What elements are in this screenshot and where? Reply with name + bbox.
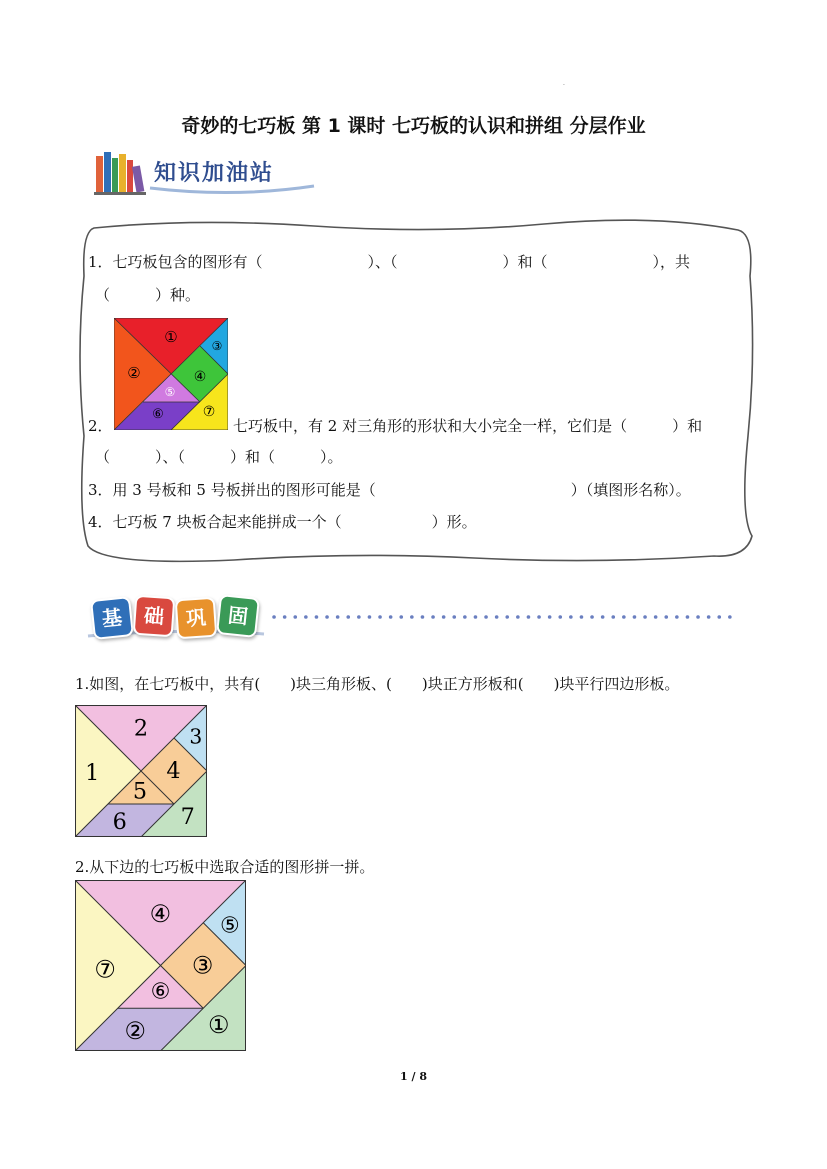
tangram-colored-label-2: ② xyxy=(127,364,141,382)
knowledge-banner-title: 知识加油站 xyxy=(154,161,275,186)
banner-tile-4: 固 xyxy=(216,594,260,638)
tangram-colored-label-7: ⑦ xyxy=(202,404,216,420)
tangram-colored-figure xyxy=(114,318,228,430)
tangram-colored-label-1: ① xyxy=(164,328,178,346)
tangram-figure-1 xyxy=(75,705,207,837)
tangram-colored-label-3: ③ xyxy=(211,339,223,353)
tangram1-label-7: 7 xyxy=(180,803,195,830)
tangram2-label-2: ② xyxy=(124,1016,147,1045)
knowledge-q1-line1: 1．七巧板包含的图形有（ ）、（ ）和（ ），共 xyxy=(88,253,691,271)
knowledge-q1-line2: （ ）种。 xyxy=(95,286,201,304)
tangram1-label-5: 5 xyxy=(132,778,148,805)
basic-banner xyxy=(86,592,746,646)
tangram1-label-1: 1 xyxy=(85,760,100,787)
tangram2-label-4: ④ xyxy=(149,900,172,929)
page-title: 奇妙的七巧板 第 1 课时 七巧板的认识和拼组 分层作业 xyxy=(181,115,646,137)
tangram1-label-3: 3 xyxy=(189,724,203,749)
knowledge-q2-number: 2． xyxy=(88,417,113,435)
knowledge-q3: 3．用 3 号板和 5 号板拼出的图形可能是（ ）（填图形名称）。 xyxy=(88,481,691,499)
basic-q2: 2.从下边的七巧板中选取合适的图形拼一拼。 xyxy=(75,858,375,876)
basic-q1: 1.如图，在七巧板中，共有( )块三角形板、( )块正方形板和( )块平行四边形板。 xyxy=(75,675,680,693)
tangram1-label-4: 4 xyxy=(166,758,181,785)
knowledge-q2-text2: （ ）、（ ）和（ ）。 xyxy=(95,448,343,466)
knowledge-banner xyxy=(94,148,334,200)
tangram2-label-1: ① xyxy=(208,1010,230,1039)
tangram-colored-label-5: ⑤ xyxy=(164,385,176,399)
tangram2-label-6: ⑥ xyxy=(150,978,171,1005)
stray-dot: . xyxy=(563,80,565,87)
tangram2-label-5: ⑤ xyxy=(219,912,240,939)
tangram-colored-label-4: ④ xyxy=(193,369,207,385)
tangram1-label-6: 6 xyxy=(112,808,127,835)
banner-tile-3: 巩 xyxy=(175,597,218,640)
tangram2-label-3: ③ xyxy=(191,951,214,980)
banner-tile-1: 基 xyxy=(90,596,134,640)
tangram2-label-7: ⑦ xyxy=(94,955,116,984)
knowledge-q4: 4．七巧板 7 块板合起来能拼成一个（ ）形。 xyxy=(88,513,477,531)
tangram-figure-2 xyxy=(75,880,246,1051)
page-number: 1 / 8 xyxy=(400,1070,427,1083)
banner-dotted-line xyxy=(272,612,742,622)
knowledge-q2-text1: 七巧板中，有 2 对三角形的形状和大小完全一样，它们是（ ）和 xyxy=(233,417,703,435)
tangram-colored-label-6: ⑥ xyxy=(152,407,164,422)
banner-tile-2: 础 xyxy=(133,595,176,638)
tangram1-label-2: 2 xyxy=(133,715,149,742)
